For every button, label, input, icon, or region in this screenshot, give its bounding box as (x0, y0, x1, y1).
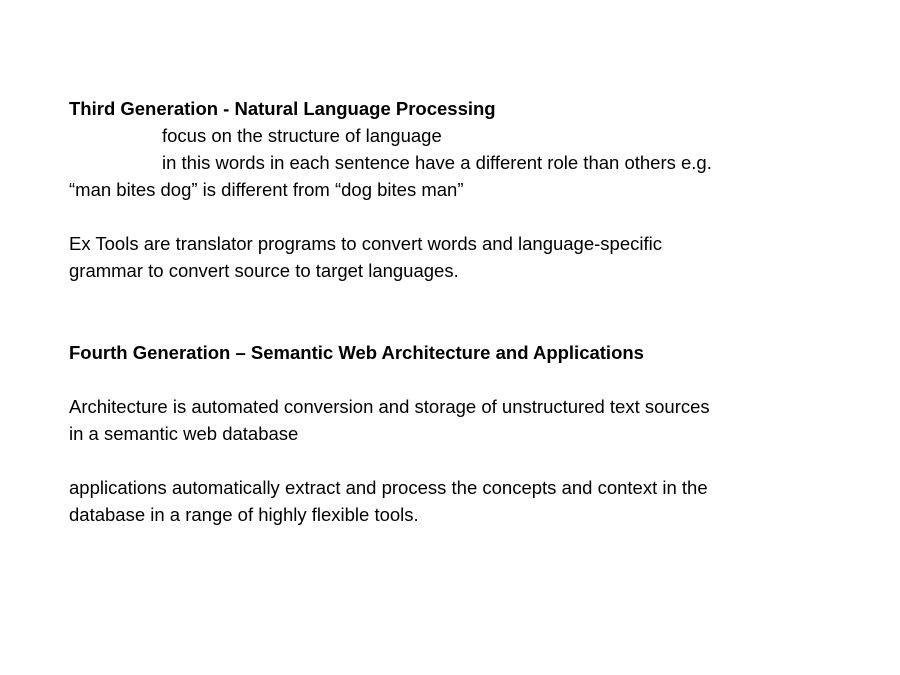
section-heading-third-generation: Third Generation - Natural Language Processing (69, 98, 496, 119)
paragraph-text: Ex Tools are translator programs to convert words and language-specific (69, 233, 662, 254)
paragraph-text: Architecture is automated conversion and storage of unstructured text sources (69, 396, 710, 417)
bullet-text: focus on the structure of language (162, 125, 442, 146)
section-heading-fourth-generation: Fourth Generation – Semantic Web Architecture and Applications (69, 342, 644, 363)
paragraph-text: in a semantic web database (69, 423, 299, 444)
example-text: “man bites dog” is different from “dog bites man” (69, 179, 464, 200)
paragraph-text: grammar to convert source to target languages. (69, 260, 459, 281)
bullet-text: in this words in each sentence have a different role than others e.g. (162, 152, 712, 173)
paragraph-text: database in a range of highly flexible tools. (69, 504, 419, 525)
paragraph-text: applications automatically extract and process the concepts and context in the (69, 477, 708, 498)
